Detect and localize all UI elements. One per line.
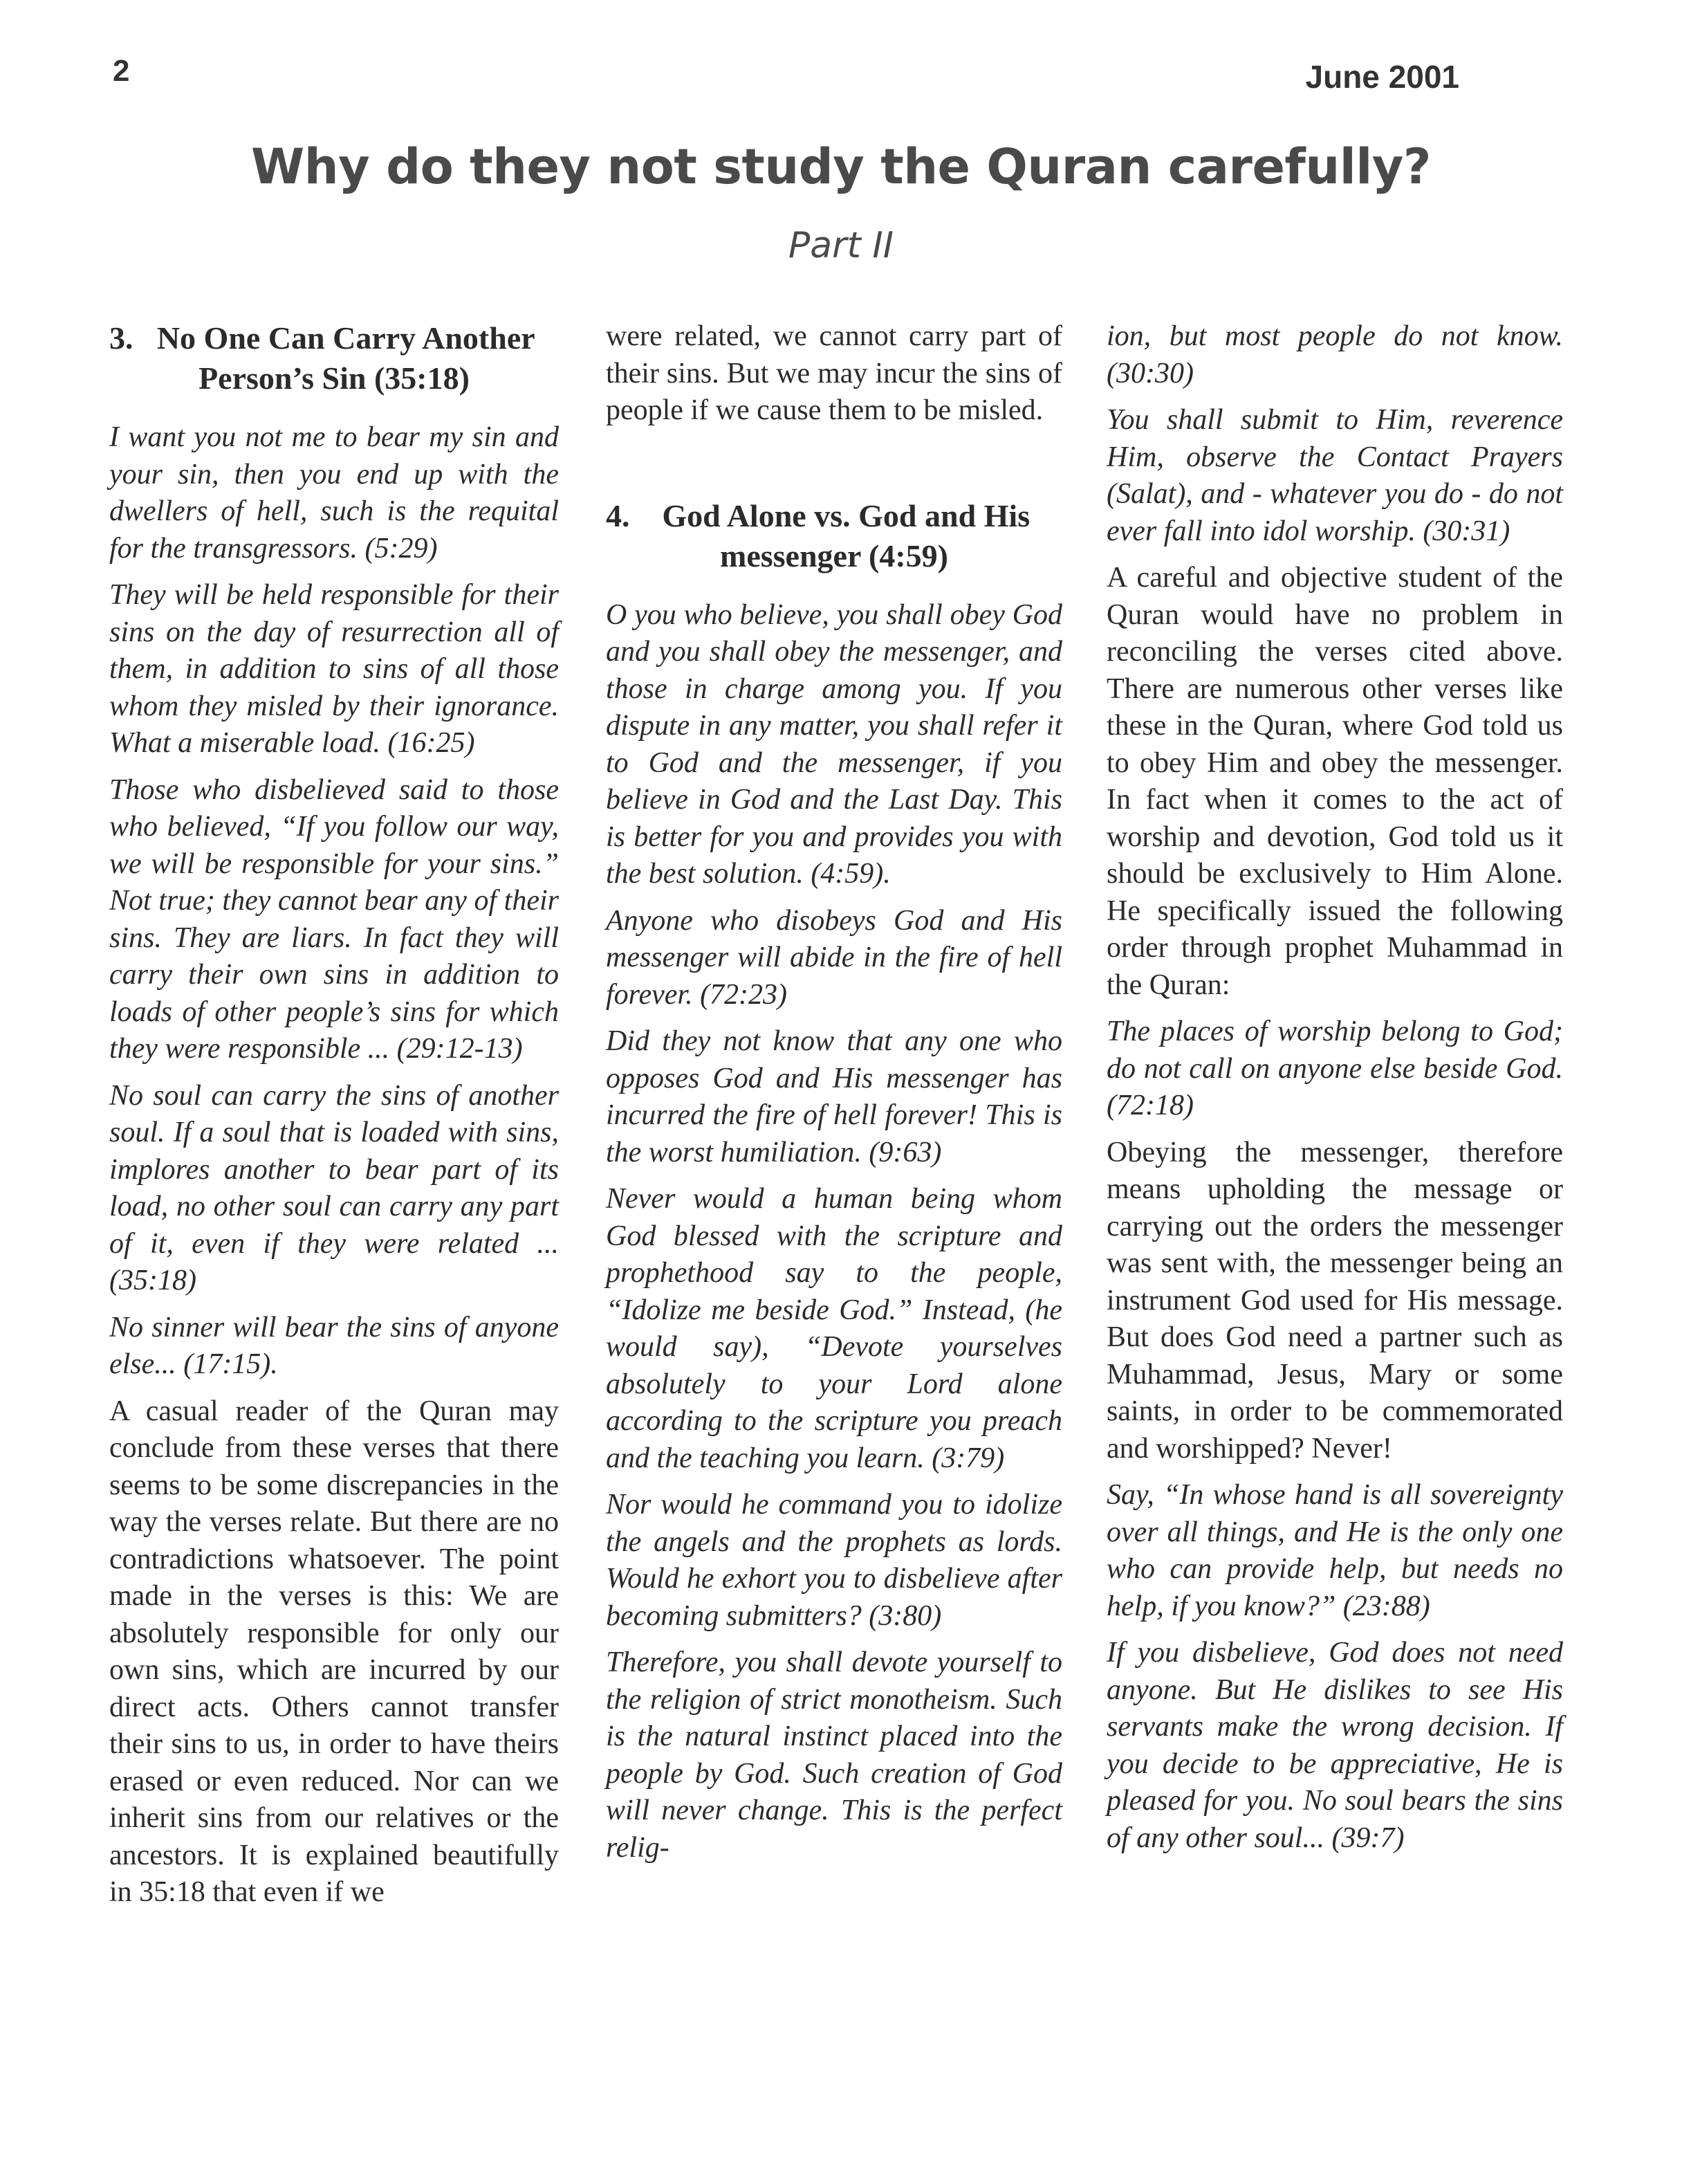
body-paragraph: Obeying the messenger, therefore means upholding the message or carrying out the orders the messenger was sent with, the messenger being an instrument God used for His message. But does God need a partner such as Muhammad, Jesus, Mary or some saints, in order to be commemorated and worshipped? Never!	[1107, 1136, 1563, 1465]
quote-verse: Did they not know that any one who opposes God and His messenger has incurred the fire of hell forever! This is the worst humiliation. (9:63)	[606, 1025, 1062, 1168]
page-number: 2	[113, 54, 130, 88]
quote-verse: Say, “In whose hand is all sovereignty over all things, and He is the only one who can provide help, but needs no help, if you know?” (23:88)	[1107, 1479, 1563, 1622]
quote-verse: No soul can carry the sins of another soul. If a soul that is loaded with sins, implores another to bear part of its load, no other soul can carry any part of it, even if they were related ... (35:18)	[109, 1079, 559, 1296]
quote-verse: If you disbelieve, God does not need anyone. But He dislikes to see His servants make the wrong decision. If you decide to be appreciative, He is pleased for you. No soul bears the sins of any other soul... (39:7)	[1107, 1637, 1563, 1854]
quote-verse: Nor would he command you to idolize the angels and the prophets as lords. Would he exhort you to disbelieve after becoming submitters? (3:80)	[606, 1489, 1062, 1632]
quote-verse: Anyone who disobeys God and His messenger will abide in the fire of hell forever. (72:23)	[606, 904, 1062, 1011]
issue-date: June 2001	[1305, 59, 1459, 95]
quote-verse: I want you not me to bear my sin and your sin, then you end up with the dwellers of hell, such is the requital for the transgressors. (5:29)	[109, 421, 559, 565]
section-number: 3.	[109, 320, 133, 356]
body-paragraph: were related, we cannot carry part of their sins. But we may incur the sins of people if we cause them to be misled.	[606, 320, 1062, 426]
body-paragraph: A casual reader of the Quran may conclude from these verses that there seems to be some discrepancies in the way the verses relate. But there are no contradictions whatsoever. The point made in the verses is this: We are absolutely responsible for only our own sins, which are incurred by our direct acts. Others cannot transfer their sins to us, in order to have theirs erased or even reduced. Nor can we inherit sins from our relatives or the ancestors. It is explained beautifully in 35:18 that even if we	[109, 1395, 559, 1908]
section-number: 4.	[606, 497, 630, 533]
quote-verse: ion, but most people do not know. (30:30)	[1107, 320, 1563, 389]
column-2	[606, 318, 1062, 1876]
column-1	[109, 318, 559, 1921]
quote-verse: You shall submit to Him, reverence Him, observe the Contact Prayers (Salat), and - whatever you do - do not ever fall into idol worship. (30:31)	[1107, 404, 1563, 547]
quote-verse: Never would a human being whom God blessed with the scripture and prophethood say to the people, “Idolize me beside God.” Instead, (he would say), “Devote yourselves absolutely to your Lord alone according to the scripture you preach and the teaching you learn. (3:79)	[606, 1183, 1062, 1474]
quote-verse: Therefore, you shall devote yourself to the religion of strict monotheism. Such is the natural instinct placed into the people by God. Such creation of God will never change. This is the perfect relig-	[606, 1646, 1062, 1864]
section-heading-4	[606, 496, 1062, 576]
quote-verse: Those who disbelieved said to those who believed, “If you follow our way, we will be responsible for your sins.” Not true; they cannot bear any of their sins. They are liars. In fact they will carry their own sins in addition to loads of other people’s sins for which they were responsible ... (29:12-13)	[109, 773, 559, 1065]
quote-verse: No sinner will bear the sins of anyone else... (17:15).	[109, 1311, 559, 1380]
section-heading-text: No One Can Carry Another Person’s Sin (35:18)	[156, 320, 535, 396]
column-3	[1107, 318, 1563, 1866]
section-heading-text: God Alone vs. God and His messenger (4:59)	[662, 497, 1031, 573]
body-paragraph: A careful and objective student of the Quran would have no problem in reconciling the verses cited above. There are numerous other verses like these in the Quran, where God told us to obey Him and obey the messenger. In fact when it comes to the act of worship and devotion, God told us it should be exclusively to Him Alone. He specifically issued the following order through prophet Muhammad in the Quran:	[1107, 562, 1563, 1001]
article-subtitle: Part II	[788, 225, 894, 266]
section-heading-3	[109, 318, 559, 398]
quote-verse: The places of worship belong to God; do not call on anyone else beside God. (72:18)	[1107, 1016, 1563, 1121]
article-title: Why do they not study the Quran carefully?	[251, 138, 1431, 195]
quote-verse: O you who believe, you shall obey God and you shall obey the messenger, and those in charge among you. If you dispute in any matter, you shall refer it to God and the messenger, if you believe in God and the Last Day. This is better for you and provides you with the best solution. (4:59).	[606, 598, 1062, 890]
quote-verse: They will be held responsible for their sins on the day of resurrection all of them, in addition to sins of all those whom they misled by their ignorance. What a miserable load. (16:25)	[109, 579, 559, 759]
